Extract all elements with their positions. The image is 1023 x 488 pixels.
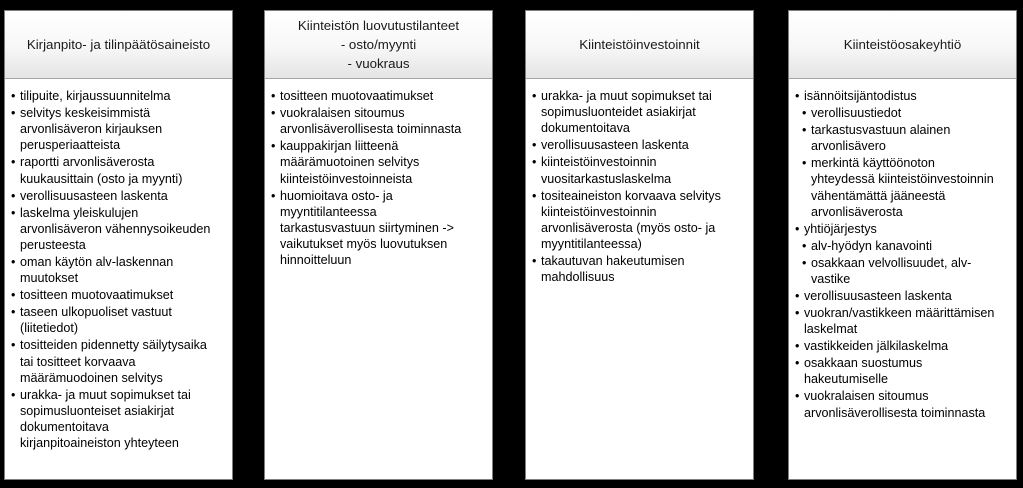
list-item-text: tilipuite, kirjaussuunnitelma — [20, 89, 171, 103]
bullet-icon: • — [795, 289, 800, 304]
list-item — [11, 254, 228, 286]
sub-list-item — [795, 255, 1012, 287]
column-header — [789, 11, 1016, 79]
list-item-text: verollisuustiedot — [811, 106, 902, 120]
column-header — [265, 11, 492, 79]
bullet-icon: • — [11, 188, 16, 203]
list-item — [795, 88, 1012, 104]
list-item-text: muutokset — [20, 271, 79, 286]
list-item-text: urakka- ja muut sopimukset tai — [541, 89, 712, 103]
list-item — [11, 188, 228, 204]
list-item-text: merkintä käyttöönoton — [811, 156, 935, 171]
list-item-text: arvonlisäverosta (myös osto- ja — [541, 221, 716, 236]
list-item-text: selvitys keskeisimmistä — [20, 106, 151, 120]
sub-list-item — [795, 105, 1012, 121]
list-item-text: laskelma yleiskulujen — [20, 205, 139, 220]
list-item — [795, 338, 1012, 354]
sub-list-item — [795, 238, 1012, 254]
column-property-transfers — [264, 10, 493, 480]
bullet-icon: • — [271, 106, 276, 120]
column-title-line: Kiinteistön luovutustilanteet — [297, 18, 460, 33]
list-item-text: hinnoitteluun — [280, 253, 352, 268]
bullet-icon: • — [532, 138, 537, 153]
list-item — [532, 154, 749, 186]
list-item-text: sopimusluonteidet asiakirjat — [541, 105, 696, 120]
list-item — [11, 154, 228, 186]
list-item-text: määrämuotoinen selvitys — [280, 155, 420, 170]
list-item — [271, 105, 488, 137]
list-item-text: kauppakirjan liitteenä — [280, 139, 399, 154]
bullet-icon: • — [532, 89, 537, 103]
list-item-text: perusteesta — [20, 238, 86, 253]
bullet-icon: • — [795, 339, 800, 354]
column-item-list — [5, 88, 232, 479]
list-item-text: laskelmat — [804, 322, 858, 337]
list-item-text: mahdollisuus — [541, 270, 615, 285]
bullet-icon: • — [11, 89, 16, 103]
bullet-icon: • — [11, 387, 16, 402]
list-item-text: myyntitilanteessa — [280, 204, 377, 219]
bullet-icon: • — [271, 188, 276, 203]
column-title-line: Kiinteistöosakeyhtiö — [843, 37, 962, 52]
bullet-icon: • — [802, 255, 807, 270]
list-item — [532, 188, 749, 253]
column-property-company — [788, 10, 1017, 480]
list-item-text: kiinteistöinvestoinneista — [280, 171, 413, 186]
list-item-text: huomioitava osto- ja — [280, 188, 393, 203]
list-item-text: tositeaineiston korvaava selvitys — [541, 188, 721, 203]
bullet-icon: • — [11, 205, 16, 220]
list-item-text: osakkaan suostumus — [804, 356, 923, 371]
list-item — [271, 88, 488, 104]
bullet-icon: • — [11, 288, 16, 303]
list-item-text: hakeutumiselle — [804, 372, 889, 387]
list-item-text: arvonlisäverollisesta toiminnasta — [280, 122, 462, 137]
list-item-text: oman käytön alv-laskennan — [20, 255, 174, 270]
list-item-text: vuokralaisen sitoumus — [280, 106, 405, 120]
list-item-text: vastikkeiden jälkilaskelma — [804, 339, 949, 354]
list-item — [11, 337, 228, 386]
column-property-investments — [525, 10, 754, 480]
list-item-text: verollisuusasteen laskenta — [804, 289, 952, 304]
list-item-text: myyntitilanteessa) — [541, 237, 642, 252]
list-item — [532, 137, 749, 153]
list-item-text: tarkastusvastuun siirtyminen -> — [280, 221, 454, 236]
column-item-list — [526, 88, 753, 479]
list-item-text: verollisuusasteen laskenta — [541, 138, 689, 153]
list-item-text: määrämuodoinen selvitys — [20, 370, 163, 385]
list-item — [795, 305, 1012, 337]
list-item-text: taseen ulkopuoliset vastuut — [20, 305, 172, 320]
bullet-icon: • — [271, 89, 276, 103]
list-item-text: verollisuusasteen laskenta — [20, 188, 168, 203]
bullet-icon: • — [795, 356, 800, 371]
column-header — [5, 11, 232, 79]
bullet-icon: • — [532, 155, 537, 170]
list-item — [11, 387, 228, 452]
list-item-text: alv-hyödyn kanavointi — [811, 238, 933, 253]
list-item-text: tositteen muotovaatimukset — [280, 89, 434, 103]
list-item-text: (liitetiedot) — [20, 321, 79, 336]
list-item-text: arvonlisäverosta — [811, 204, 903, 219]
list-item-text: vähentämättä jääneestä — [811, 188, 946, 203]
list-item-text: yhteydessä kiinteistöinvestoinnin — [811, 172, 994, 187]
bullet-icon: • — [532, 188, 537, 203]
list-item-text: kiinteistöinvestoinnin — [541, 155, 657, 170]
list-item — [11, 105, 228, 154]
list-item — [795, 355, 1012, 387]
list-item — [532, 253, 749, 285]
list-item — [795, 388, 1012, 420]
bullet-icon: • — [795, 389, 800, 404]
bullet-icon: • — [271, 139, 276, 154]
list-item-text: sopimusluonteiset asiakirjat — [20, 404, 174, 419]
list-item — [271, 138, 488, 187]
list-item-text: tositteen muotovaatimukset — [20, 288, 174, 303]
bullet-icon: • — [11, 305, 16, 320]
bullet-icon: • — [795, 221, 800, 236]
list-item-text: takautuvan hakeutumisen — [541, 254, 685, 269]
list-item — [11, 88, 228, 104]
list-item-text: kirjanpitoaineiston yhteyteen — [20, 436, 179, 451]
column-title-line: - osto/myynti — [340, 37, 417, 52]
list-item-text: vastike — [811, 272, 851, 287]
list-item — [271, 188, 488, 269]
bullet-icon: • — [802, 123, 807, 137]
bullet-icon: • — [532, 254, 537, 269]
column-item-list — [265, 88, 492, 479]
column-title-line: Kirjanpito- ja tilinpäätösaineisto — [26, 37, 211, 52]
list-item-text: dokumentoitava — [20, 420, 109, 435]
list-item-text: kiinteistöinvestoinnin — [541, 204, 657, 219]
list-item-text: vuositarkastuslaskelma — [541, 171, 672, 186]
sub-list-item — [795, 122, 1012, 154]
list-item-text: arvonlisävero — [811, 139, 886, 154]
column-item-list — [789, 88, 1016, 479]
bullet-icon: • — [11, 255, 16, 270]
list-item — [532, 88, 749, 137]
list-item-text: vuokralaisen sitoumus — [804, 389, 929, 404]
bullet-icon: • — [802, 156, 807, 171]
column-title-line: Kiinteistöinvestoinnit — [579, 37, 700, 52]
list-item-text: isännöitsijäntodistus — [804, 89, 917, 103]
list-item-text: vaikutukset myös luovutuksen — [280, 237, 448, 252]
list-item — [795, 221, 1012, 237]
column-header — [526, 11, 753, 79]
list-item — [11, 304, 228, 336]
list-item — [11, 287, 228, 303]
list-item-text: vuokran/vastikkeen määrittämisen — [804, 306, 995, 321]
bullet-icon: • — [11, 106, 16, 120]
list-item — [795, 288, 1012, 304]
list-item-text: osakkaan velvollisuudet, alv- — [811, 255, 972, 270]
column-bookkeeping — [4, 10, 233, 480]
bullet-icon: • — [802, 106, 807, 120]
bullet-icon: • — [802, 238, 807, 253]
column-title-line: - vuokraus — [347, 56, 410, 71]
list-item-text: arvonlisäverollisesta toiminnasta — [804, 405, 986, 420]
list-item-text: yhtiöjärjestys — [804, 221, 877, 236]
bullet-icon: • — [11, 155, 16, 170]
list-item-text: dokumentoitava — [541, 121, 630, 136]
list-item-text: tositteiden pidennetty säilytysaika — [20, 338, 207, 353]
list-item-text: kuukausittain (osto ja myynti) — [20, 171, 183, 186]
list-item-text: raportti arvonlisäverosta — [20, 155, 155, 170]
sub-list-item — [795, 155, 1012, 220]
bullet-icon: • — [11, 338, 16, 353]
list-item — [11, 205, 228, 254]
list-item-text: tarkastusvastuun alainen — [811, 123, 951, 137]
list-item-text: arvonlisäveron kirjauksen — [20, 122, 163, 137]
list-item-text: tai tositteet korvaava — [20, 354, 136, 369]
bullet-icon: • — [795, 306, 800, 321]
list-item-text: perusperiaatteista — [20, 138, 121, 153]
bullet-icon: • — [795, 89, 800, 103]
list-item-text: arvonlisäveron vähennysoikeuden — [20, 221, 211, 236]
list-item-text: urakka- ja muut sopimukset tai — [20, 387, 191, 402]
